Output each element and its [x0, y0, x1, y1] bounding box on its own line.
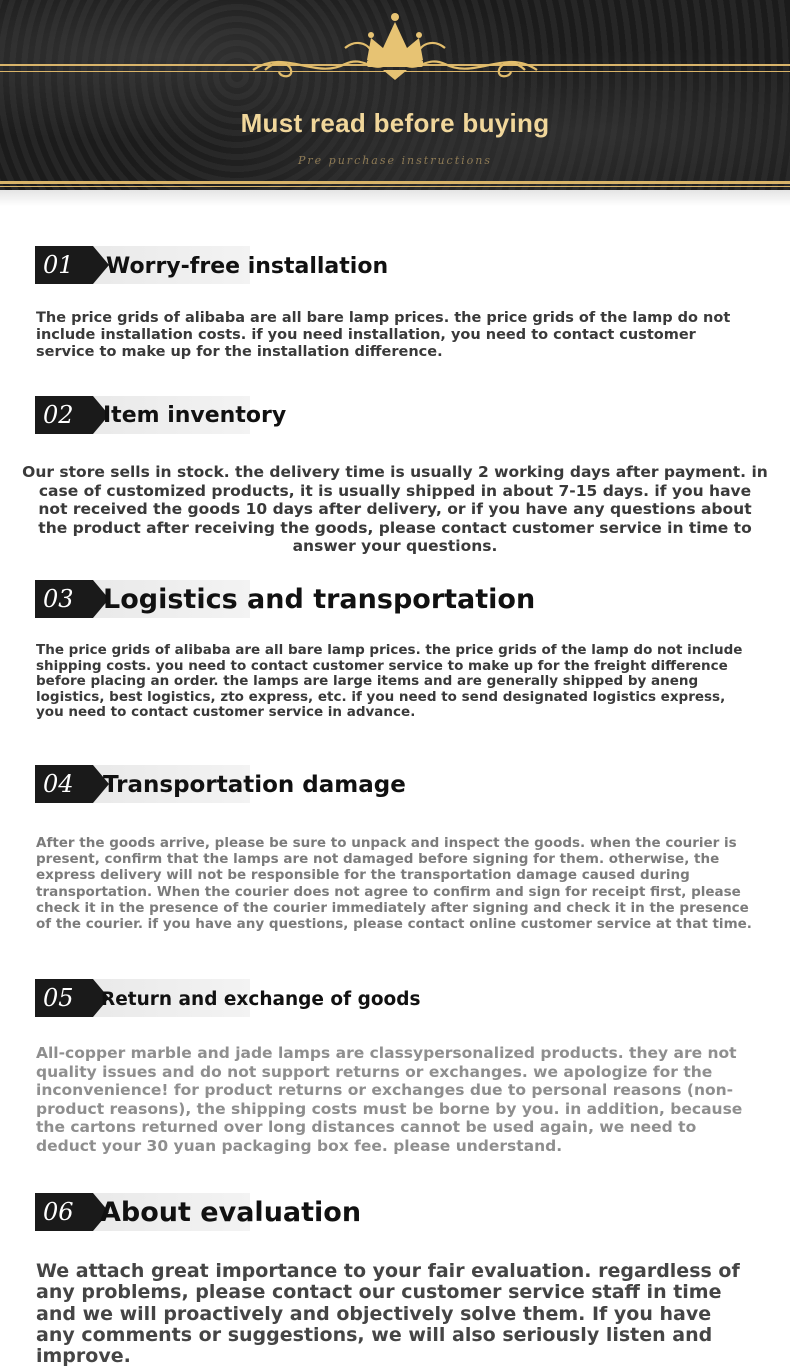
section-body: The price grids of alibaba are all bare lamp prices. the price grids of the lamp do not include shipping costs. you need to contact customer service to make up for the freight difference before placing an order. the lamps are large items and are generally shipped by aneng logistics, best logistics, zto express, etc. if you need to send designated logistics express, you need to contact customer service in advance.: [36, 642, 743, 720]
gold-rule: [0, 181, 790, 184]
section-body: We attach great importance to your fair evaluation. regardless of any problems, please contact our customer service staff in time and we will proactively and objectively solve them. If you have any comments or suggestions, we will also seriously listen and improve.: [36, 1260, 740, 1367]
header-banner: [0, 0, 790, 190]
section-number-badge: 06: [35, 1193, 93, 1231]
section-title: Return and exchange of goods: [101, 989, 421, 1010]
banner-title: Must read before buying: [240, 108, 550, 138]
section-body: The price grids of alibaba are all bare lamp prices. the price grids of the lamp do not include installation costs. if you need installation, you need to contact customer service to make up for the installation difference.: [36, 310, 731, 360]
section-title: Item inventory: [103, 403, 287, 428]
section-title: Logistics and transportation: [103, 584, 536, 615]
banner-subtitle: Pre purchase instructions: [298, 154, 492, 167]
section-title: About evaluation: [100, 1197, 362, 1228]
crown-ornament-icon: [245, 8, 545, 82]
section-number-badge: 03: [35, 580, 93, 618]
section-body: Our store sells in stock. the delivery time is usually 2 working days after payment. in case of customized products, it is usually shipped in about 7-15 days. if you have not received the goods 10 days after delivery, or if you have any questions about the product after receiving the goods, please contact customer service in time to answer your questions.: [22, 463, 768, 555]
section-number-badge: 04: [35, 765, 93, 803]
section-title: Transportation damage: [103, 772, 406, 798]
gold-rule: [0, 186, 790, 187]
section-number-badge: 02: [35, 396, 93, 434]
section-title: Worry-free installation: [106, 254, 389, 279]
section-number-badge: 01: [35, 246, 93, 284]
section-number-badge: 05: [35, 979, 93, 1017]
section-body: After the goods arrive, please be sure to unpack and inspect the goods. when the courier is present, confirm that the lamps are not damaged before signing for them. otherwise, the express delivery will not be responsible for the transportation damage caused during transportation. When the courier does not agree to confirm and sign for receipt first, please check it in the presence of the courier immediately after signing and check it in the presence of the courier. if you have any questions, please contact online customer service at that time.: [36, 835, 752, 933]
banner-shadow: [0, 190, 790, 206]
section-body: All-copper marble and jade lamps are classypersonalized products. they are not quality issues and do not support returns or exchanges. we apologize for the inconvenience! for product returns or exchanges due to personal reasons (non-product reasons), the shipping costs must be borne by you. in addition, because the cartons returned over long distances cannot be used again, we need to deduct your 30 yuan packaging box fee. please understand.: [36, 1044, 743, 1155]
